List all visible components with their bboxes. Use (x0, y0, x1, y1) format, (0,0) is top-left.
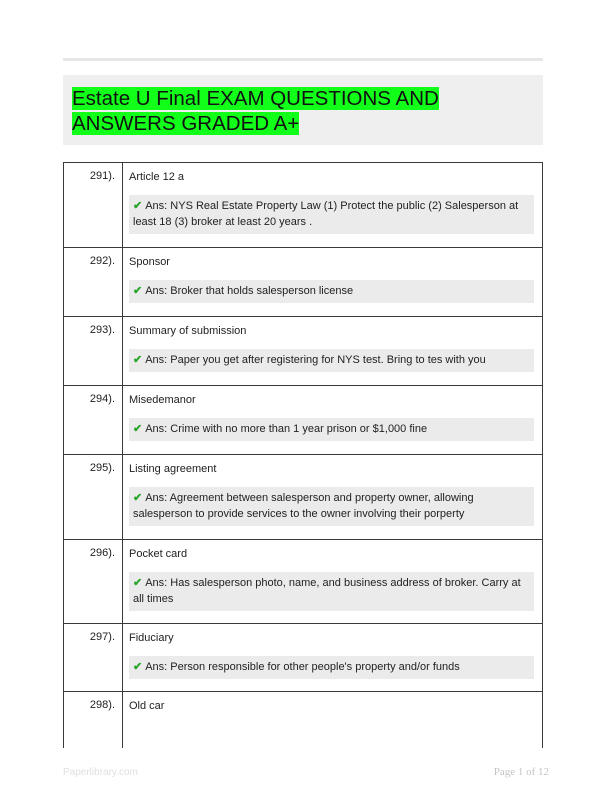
answer-box (129, 195, 534, 234)
question-cell (123, 624, 543, 692)
page-number: Page 1 of 12 (493, 766, 549, 778)
question-text: Summary of submission (129, 325, 247, 337)
table-row (64, 624, 543, 692)
answer-text: Ans: Crime with no more than 1 year prison or $1,000 fine (145, 423, 428, 435)
question-cell (123, 163, 543, 248)
table-row (64, 692, 543, 748)
answer-box (129, 349, 534, 372)
checkmark-icon: ✔ (133, 200, 143, 212)
document-title-text: Estate U Final EXAM QUESTIONS AND ANSWERS GRADED A+ (72, 87, 439, 135)
answer-box (129, 418, 534, 441)
question-number: 297). (64, 624, 123, 692)
question-text: Old car (129, 700, 165, 712)
table-row (64, 248, 543, 317)
title-banner (63, 75, 543, 145)
document-title (72, 86, 532, 136)
question-cell (123, 386, 543, 455)
question-text: Article 12 a (129, 171, 185, 183)
checkmark-icon: ✔ (133, 423, 143, 435)
answer-text: Ans: Broker that holds salesperson license (145, 285, 354, 297)
question-number: 296). (64, 540, 123, 624)
question-text: Pocket card (129, 548, 188, 560)
question-cell (123, 692, 543, 748)
table-row (64, 455, 543, 540)
question-number: 295). (64, 455, 123, 540)
checkmark-icon: ✔ (133, 661, 143, 673)
question-text: Fiduciary (129, 632, 174, 644)
question-cell (123, 540, 543, 624)
answer-text: Ans: Person responsible for other people's property and/or funds (145, 661, 460, 673)
question-number: 291). (64, 163, 123, 248)
answer-text: Ans: Agreement between salesperson and property owner, allowing salesperson to provide services to the owner involving their porperty (133, 492, 474, 520)
table-row (64, 386, 543, 455)
question-number: 292). (64, 248, 123, 317)
qa-table (63, 162, 543, 748)
question-text: Sponsor (129, 256, 170, 268)
table-row (64, 317, 543, 386)
answer-box (129, 280, 534, 303)
question-text: Misedemanor (129, 394, 196, 406)
question-cell (123, 317, 543, 386)
table-row (64, 163, 543, 248)
answer-text: Ans: Paper you get after registering for NYS test. Bring to tes with you (145, 354, 486, 366)
top-divider (63, 58, 543, 61)
question-text: Listing agreement (129, 463, 217, 475)
answer-box (129, 487, 534, 526)
question-number: 298). (64, 692, 123, 748)
checkmark-icon: ✔ (133, 492, 143, 504)
table-row (64, 540, 543, 624)
checkmark-icon: ✔ (133, 285, 143, 297)
answer-text: Ans: Has salesperson photo, name, and business address of broker. Carry at all times (133, 577, 521, 605)
checkmark-icon: ✔ (133, 577, 143, 589)
question-cell (123, 248, 543, 317)
question-number: 294). (64, 386, 123, 455)
answer-box (129, 656, 534, 679)
question-number: 293). (64, 317, 123, 386)
answer-box (129, 572, 534, 611)
answer-text: Ans: NYS Real Estate Property Law (1) Protect the public (2) Salesperson at least 18 (3) broker at least 20 years . (133, 200, 519, 228)
footer-site: Paperlibrary.com (63, 767, 138, 778)
checkmark-icon: ✔ (133, 354, 143, 366)
question-cell (123, 455, 543, 540)
